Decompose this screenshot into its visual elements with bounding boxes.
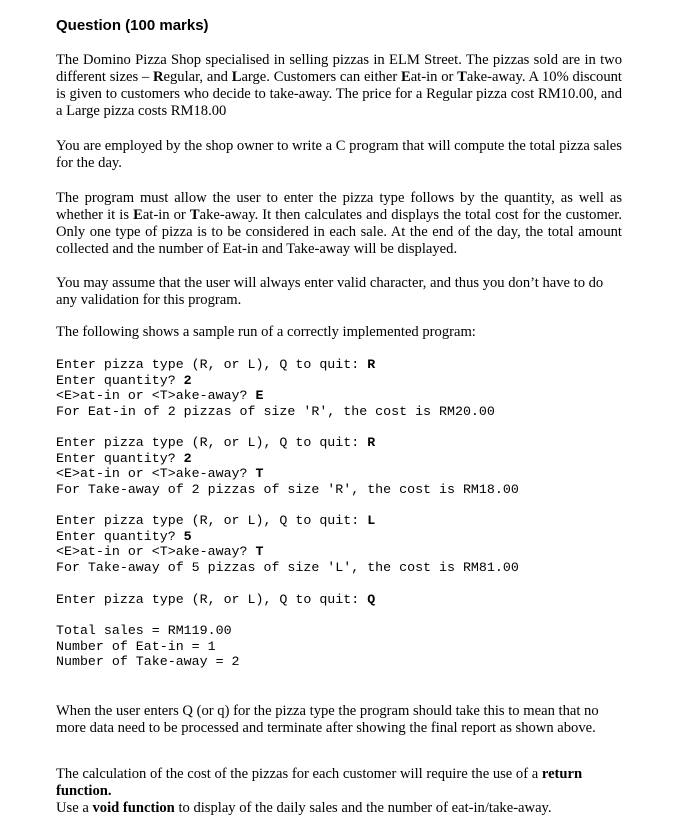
user-input: R (367, 435, 376, 450)
take-rest-2: ake-away. It then calculates and displays the total cost for the customer. Only one type of pizza is to be considered in each sale. At the end of the day, the total amount collected and the number of Eat-in and Take-away will be displayed. (56, 207, 622, 257)
user-input: R (367, 357, 376, 372)
return-function-term: return function. (56, 766, 583, 799)
take-initial: T (457, 69, 467, 85)
prompt-qty: Enter quantity? (56, 372, 184, 388)
intro-text: The Domino Pizza Shop specialised in selling pizzas in ELM Street. The pizzas sold are in two different sizes – (56, 52, 622, 85)
void-function-term: void function (92, 800, 175, 816)
user-input: L (367, 513, 376, 528)
user-input: T (255, 544, 264, 560)
prompt-mode: <E>at-in or <T>ake-away? (56, 388, 256, 404)
prompt-type: Enter pizza type (R, or L), Q to quit: (56, 513, 368, 528)
function-requirements-paragraph (56, 766, 622, 817)
prompt-qty: Enter quantity? (56, 528, 184, 544)
take-initial-2: T (189, 207, 200, 223)
sample-run-block-3 (56, 513, 519, 576)
user-input: 2 (183, 372, 192, 388)
result-line: For Take-away of 2 pizzas of size 'R', the cost is RM18.00 (56, 482, 519, 498)
return-text: The calculation of the cost of the pizzas for each customer will require the use of a (56, 766, 542, 782)
regular-rest: egular, and (163, 69, 232, 85)
user-input: Q (367, 592, 376, 607)
program-requirements-paragraph (56, 190, 622, 258)
eat-initial: E (400, 69, 411, 85)
void-text-pre: Use a (56, 800, 93, 816)
quit-line (56, 592, 375, 608)
prompt-type: Enter pizza type (R, or L), Q to quit: (56, 357, 368, 372)
quit-explanation-paragraph: When the user enters Q (or q) for the pizza type the program should take this to mean that no more data need to be processed and terminate after showing the final report as shown above. (56, 703, 599, 736)
take-rest: ake-away. A 10% discount is given to customers who decide to take-away. The price for a Regular pizza cost RM10.00, and a Large pizza costs RM18.00 (56, 69, 622, 119)
sample-run-intro: The following shows a sample run of a correctly implemented program: (56, 324, 476, 340)
employment-paragraph: You are employed by the shop owner to write a C program that will compute the total pizza sales for the day. (56, 138, 622, 171)
prompt-mode: <E>at-in or <T>ake-away? (56, 466, 256, 482)
take-away-count-line: Number of Take-away = 2 (56, 654, 240, 670)
total-sales-line: Total sales = RM119.00 (56, 623, 232, 638)
large-initial: L (231, 69, 242, 85)
prompt-mode: <E>at-in or <T>ake-away? (56, 544, 256, 560)
eat-rest-2: at-in or (142, 207, 190, 223)
intro-paragraph (56, 52, 622, 120)
question-heading: Question (100 marks) (56, 17, 209, 34)
eat-rest: at-in or (410, 69, 458, 85)
eat-in-count-line: Number of Eat-in = 1 (56, 638, 216, 654)
regular-initial: R (152, 69, 164, 85)
sample-run-block-2 (56, 435, 519, 498)
user-input: 2 (183, 450, 192, 466)
prompt-type: Enter pizza type (R, or L), Q to quit: (56, 592, 368, 607)
requirements-text: The program must allow the user to enter the pizza type follows by the quantity, as well as whether it is (56, 190, 622, 223)
prompt-type: Enter pizza type (R, or L), Q to quit: (56, 435, 368, 450)
large-rest: arge. Customers can either (241, 69, 401, 85)
user-input: E (255, 388, 264, 404)
result-line: For Eat-in of 2 pizzas of size 'R', the cost is RM20.00 (56, 404, 495, 420)
user-input: 5 (183, 528, 192, 544)
user-input: T (255, 466, 264, 482)
eat-initial-2: E (133, 207, 143, 223)
summary-block (56, 623, 240, 670)
validation-paragraph: You may assume that the user will always enter valid character, and thus you don’t have to do any validation for this program. (56, 275, 604, 308)
sample-run-block-1 (56, 357, 495, 420)
void-text-post: to display of the daily sales and the number of eat-in/take-away. (174, 800, 552, 816)
result-line: For Take-away of 5 pizzas of size 'L', the cost is RM81.00 (56, 560, 519, 576)
prompt-qty: Enter quantity? (56, 450, 184, 466)
